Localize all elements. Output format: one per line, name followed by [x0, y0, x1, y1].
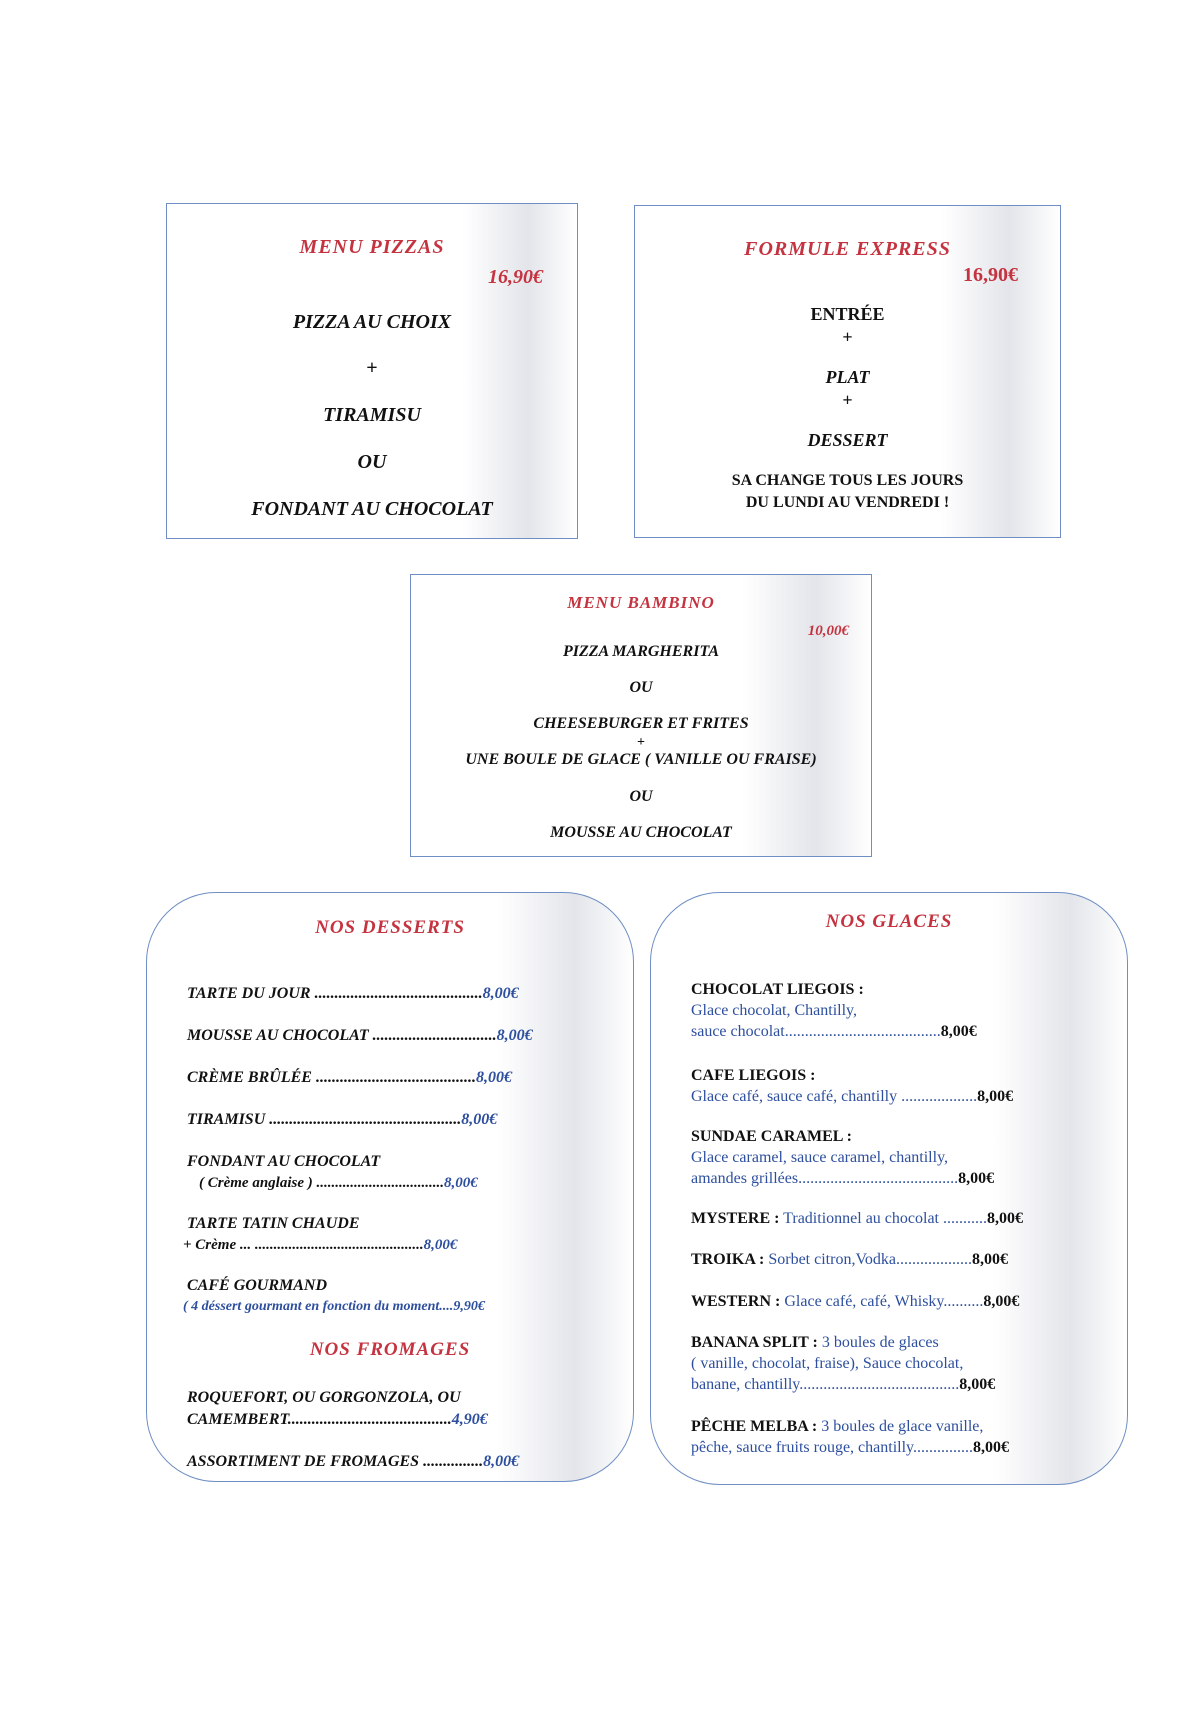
menu-bambino-line: OU [629, 788, 653, 805]
formule-express-line: DU LUNDI AU VENDREDI ! [745, 494, 950, 511]
glaces-title: NOS GLACES [825, 911, 953, 932]
dessert-item: FONDANT AU CHOCOLAT [187, 1153, 381, 1170]
desserts-title: NOS DESSERTS [315, 917, 465, 938]
menu-bambino-line: MOUSSE AU CHOCOLAT [550, 824, 732, 841]
menu-bambino-line: CHEESEBURGER ET FRITES [533, 715, 749, 732]
formule-express-line: + [842, 390, 853, 410]
glaces-box [650, 892, 1128, 1485]
formule-express-box [634, 205, 1061, 538]
formule-express-price: 16,90€ [963, 264, 1018, 286]
menu-bambino-line: + [637, 735, 645, 750]
glace-item: CHOCOLAT LIEGOIS : Glace chocolat, Chantilly, sauce chocolat.......................................8,00€ [691, 981, 977, 1040]
formule-express-line: DESSERT [807, 430, 888, 450]
menu-pizzas-line: PIZZA AU CHOIX [292, 311, 452, 333]
fromage-item: CAMEMBERT.........................................4,90€ [187, 1411, 488, 1428]
dessert-item: TIRAMISU ................................................8,00€ [187, 1111, 498, 1128]
glace-item: BANANA SPLIT : 3 boules de glaces ( vanille, chocolat, fraise), Sauce chocolat, banane, chantilly........................................8,00€ [691, 1334, 996, 1393]
menu-pizzas-line: OU [357, 451, 387, 473]
dessert-item: MOUSSE AU CHOCOLAT ...............................8,00€ [187, 1027, 533, 1044]
formule-express-line: + [842, 327, 853, 347]
menu-bambino-price: 10,00€ [807, 623, 849, 639]
formule-express-line: SA CHANGE TOUS LES JOURS [731, 472, 964, 489]
formule-express-title: FORMULE EXPRESS [744, 238, 951, 260]
fromage-item: ASSORTIMENT DE FROMAGES ...............8,00€ [187, 1453, 520, 1470]
dessert-item-sub: + Crème ... .............................................8,00€ [183, 1237, 458, 1253]
dessert-item-sub: ( 4 déssert gourmant en fonction du moment....9,90€ [183, 1299, 485, 1314]
menu-pizzas-title: MENU PIZZAS [299, 236, 445, 258]
menu-pizzas-line: + [366, 357, 378, 379]
glace-item: CAFE LIEGOIS : Glace café, sauce café, chantilly ...................8,00€ [691, 1067, 1014, 1105]
dessert-item: CRÈME BRÛLÉE ........................................8,00€ [187, 1069, 512, 1086]
glace-item: WESTERN : Glace café, café, Whisky..........8,00€ [691, 1293, 1020, 1310]
formule-express-line: ENTRÉE [810, 304, 885, 324]
menu-bambino-box [410, 574, 872, 857]
glace-item: SUNDAE CARAMEL : Glace caramel, sauce caramel, chantilly, amandes grillées........................................8,00€ [691, 1128, 995, 1187]
menu-bambino-line: OU [629, 679, 653, 696]
menu-pizzas-price: 16,90€ [488, 266, 543, 288]
dessert-item: TARTE TATIN CHAUDE [187, 1215, 360, 1232]
menu-pizzas-line: FONDANT AU CHOCOLAT [251, 498, 493, 520]
menu-bambino-line: UNE BOULE DE GLACE ( VANILLE OU FRAISE) [465, 751, 817, 768]
fromage-item: ROQUEFORT, OU GORGONZOLA, OU [187, 1389, 461, 1406]
glace-item: MYSTERE : Traditionnel au chocolat ...........8,00€ [691, 1210, 1023, 1227]
formule-express-line: PLAT [825, 367, 870, 387]
dessert-item: CAFÉ GOURMAND [187, 1277, 328, 1294]
dessert-item-sub: ( Crème anglaise ) ..................................8,00€ [199, 1175, 478, 1191]
fromages-title: NOS FROMAGES [309, 1339, 471, 1360]
menu-pizzas-box [166, 203, 578, 539]
desserts-box [146, 892, 634, 1482]
glace-item: PÊCHE MELBA : 3 boules de glace vanille, pêche, sauce fruits rouge, chantilly...............8,00€ [691, 1418, 1009, 1456]
menu-pizzas-line: TIRAMISU [323, 404, 421, 426]
menu-bambino-title: MENU BAMBINO [567, 593, 715, 612]
dessert-item: TARTE DU JOUR ..........................................8,00€ [187, 985, 519, 1002]
menu-bambino-line: PIZZA MARGHERITA [562, 643, 720, 660]
glace-item: TROIKA : Sorbet citron,Vodka...................8,00€ [691, 1251, 1009, 1268]
